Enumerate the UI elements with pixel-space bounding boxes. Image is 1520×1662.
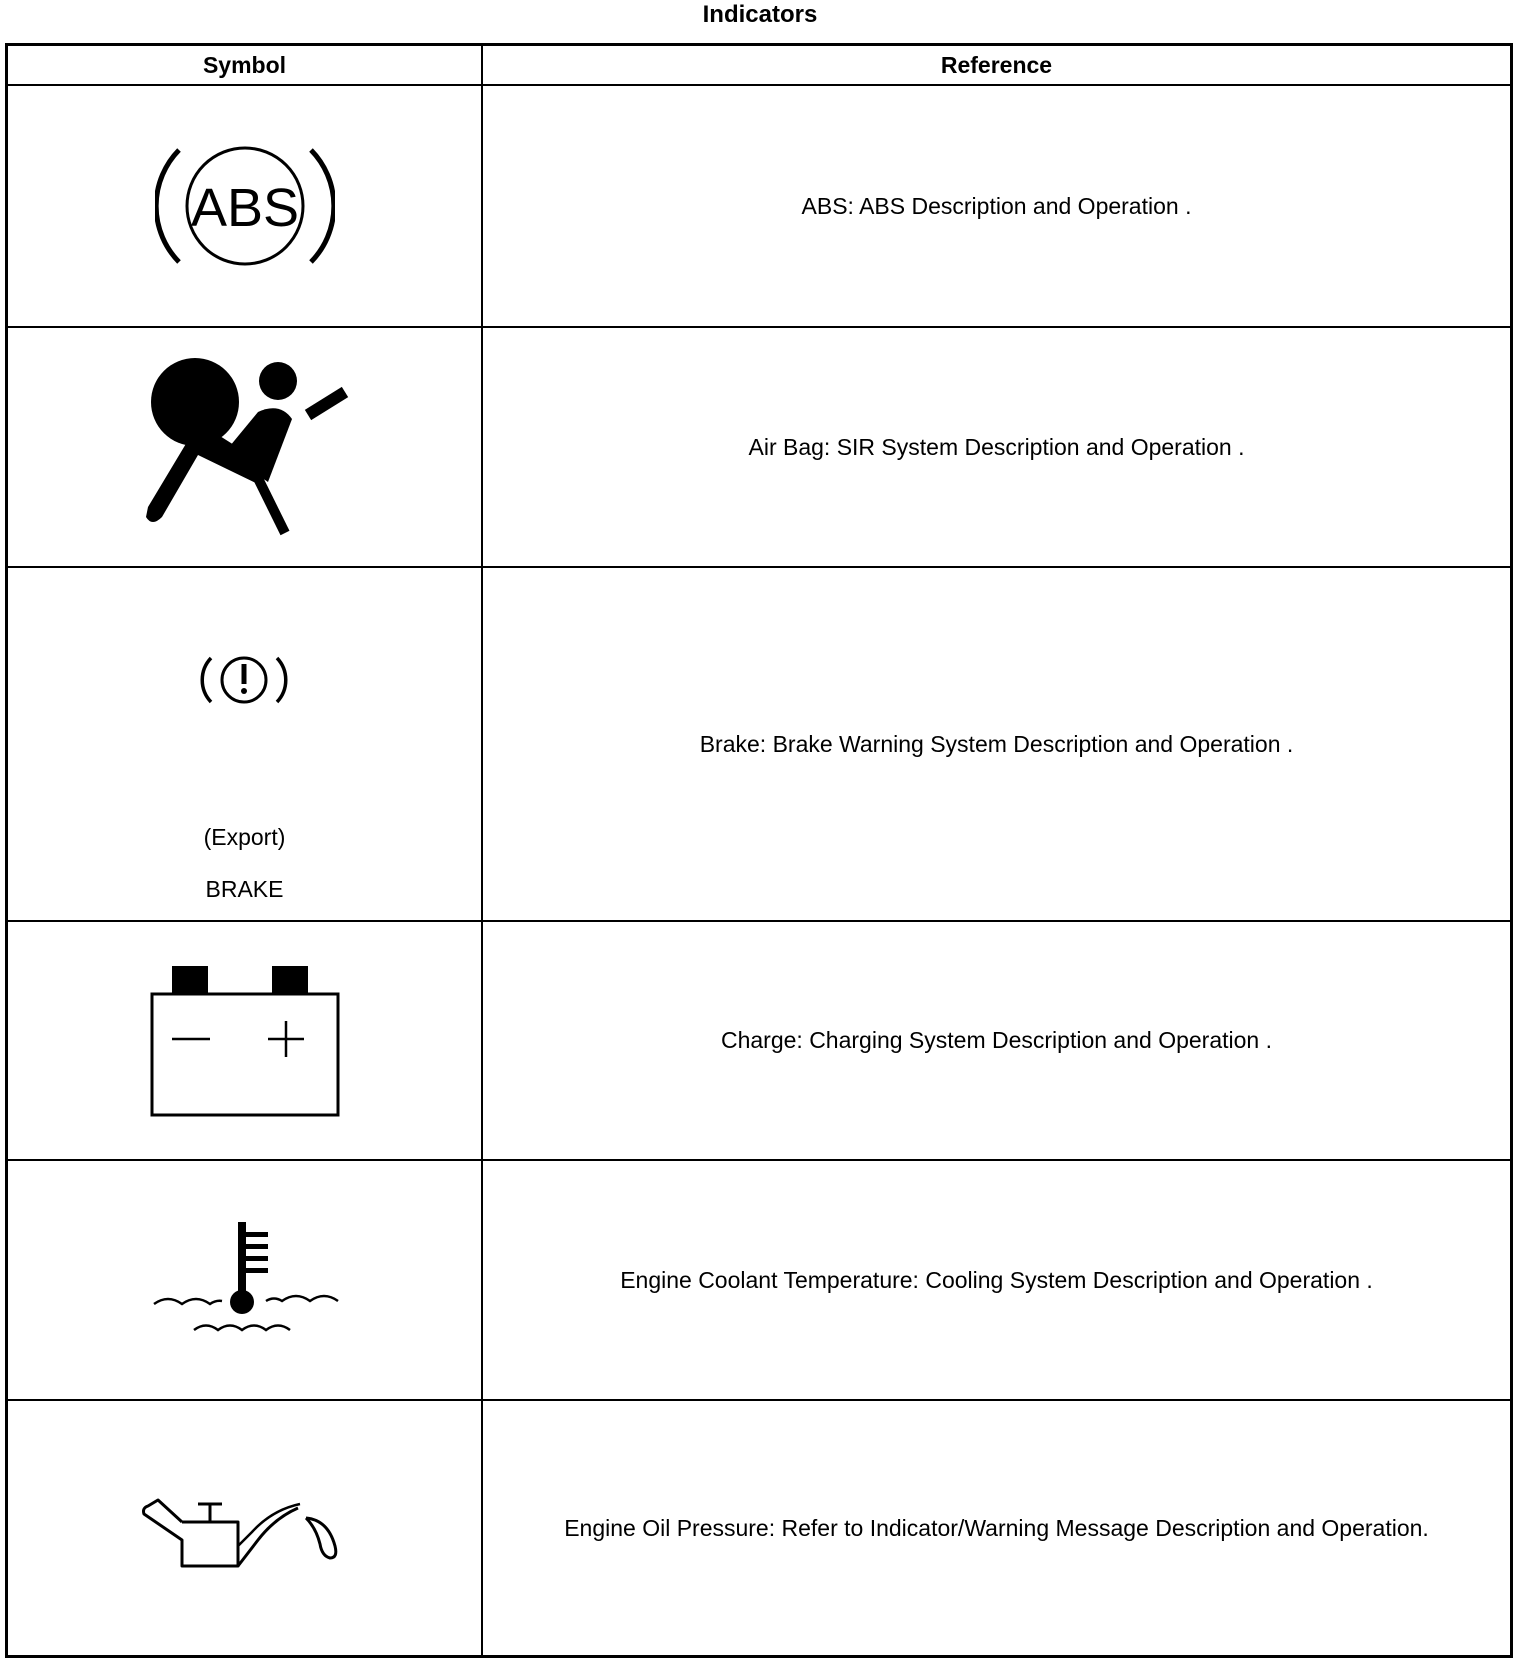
table-row-symbol-coolant [8,1161,481,1399]
table-row-symbol-brake [8,568,481,920]
page-title: Indicators [702,1,818,28]
table-row-reference-abs: ABS: ABS Description and Operation . [801,192,1192,219]
abs-icon-text: ABS [190,178,299,238]
coolant-temperature-icon [150,1220,340,1340]
header-reference: Reference [940,51,1053,78]
abs-warning-icon [155,136,335,276]
table-row-reference-coolant: Engine Coolant Temperature: Cooling System Description and Operation . [620,1266,1373,1293]
air-bag-icon [140,357,350,537]
brake-caption-brake: BRAKE [205,876,284,902]
brake-caption-export: (Export) [203,824,286,850]
indicators-table [5,43,1513,1658]
header-symbol: Symbol [202,51,287,78]
table-row-symbol-air-bag [8,328,481,566]
table-row-reference-charge: Charge: Charging System Description and Operation . [720,1027,1272,1053]
battery-charge-icon [150,963,340,1118]
table-row-reference-oil-pressure: Engine Oil Pressure: Refer to Indicator/Warning Message Description and Operation. [564,1514,1429,1541]
table-row-symbol-oil-pressure [8,1401,481,1655]
oil-can-icon [140,1488,350,1568]
table-row-symbol-charge [8,922,481,1159]
table-row-symbol-abs [8,86,481,326]
brake-warning-icon [199,650,289,710]
table-row-reference-air-bag: Air Bag: SIR System Description and Operation . [748,433,1245,460]
table-row-reference-brake: Brake: Brake Warning System Description and Operation . [699,730,1294,757]
